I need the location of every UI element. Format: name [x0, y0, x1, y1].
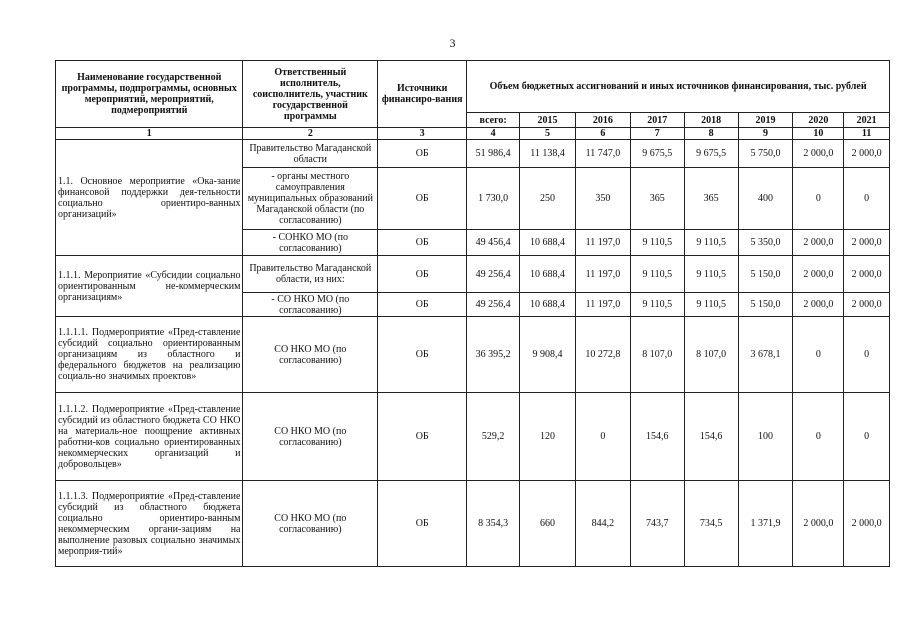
value-cell: 11 197,0 — [575, 256, 630, 293]
header-executor: Ответственный исполнитель, соисполнитель, участник государственной программы — [243, 61, 378, 128]
column-number: 11 — [844, 128, 890, 140]
program-name-cell: 1.1.1.3. Подмероприятие «Пред-ставление субсидий из областного бюджета социально ориентиро-ванным некоммерческим органи-зациям на выполнение разовых социально значимых мероприя-тий» — [56, 481, 243, 567]
program-name-cell: 1.1. Основное мероприятие «Ока-зание финансовой поддержки дея-тельности социально ориентиро-ванных организаций» — [56, 140, 243, 256]
value-cell: 51 986,4 — [467, 140, 520, 168]
value-cell: 8 107,0 — [630, 317, 684, 393]
value-cell: 0 — [793, 393, 844, 481]
table-row — [56, 393, 890, 481]
value-cell: 0 — [793, 317, 844, 393]
value-cell: 120 — [520, 393, 576, 481]
value-cell: 2 000,0 — [844, 140, 890, 168]
value-cell: 49 456,4 — [467, 230, 520, 256]
header-funding-source: Источники финансиро-вания — [378, 61, 467, 128]
value-cell: 9 110,5 — [684, 230, 738, 256]
value-cell: 9 110,5 — [684, 293, 738, 317]
value-cell: 9 110,5 — [630, 256, 684, 293]
page-number: 3 — [449, 36, 456, 50]
value-cell: 0 — [844, 317, 890, 393]
value-cell: 0 — [844, 168, 890, 230]
table-row — [56, 256, 890, 293]
column-number: 1 — [56, 128, 243, 140]
column-number: 7 — [630, 128, 684, 140]
value-cell: 2 000,0 — [844, 293, 890, 317]
executor-cell: Правительство Магаданской области, из них: — [243, 256, 378, 293]
value-cell: 365 — [684, 168, 738, 230]
value-cell: 8 354,3 — [467, 481, 520, 567]
value-cell: 100 — [738, 393, 793, 481]
value-cell: 5 150,0 — [738, 293, 793, 317]
value-cell: 2 000,0 — [793, 140, 844, 168]
value-cell: 2 000,0 — [793, 256, 844, 293]
value-cell: 11 138,4 — [520, 140, 576, 168]
value-cell: 743,7 — [630, 481, 684, 567]
value-cell: 0 — [793, 168, 844, 230]
value-cell: 660 — [520, 481, 576, 567]
source-cell: ОБ — [378, 140, 467, 168]
source-cell: ОБ — [378, 293, 467, 317]
value-cell: 350 — [575, 168, 630, 230]
column-number-row — [56, 128, 890, 140]
value-cell: 49 256,4 — [467, 256, 520, 293]
value-cell: 2 000,0 — [793, 481, 844, 567]
column-number: 4 — [467, 128, 520, 140]
value-cell: 1 730,0 — [467, 168, 520, 230]
value-cell: 11 747,0 — [575, 140, 630, 168]
value-cell: 2 000,0 — [793, 293, 844, 317]
value-cell: 9 675,5 — [684, 140, 738, 168]
value-cell: 5 750,0 — [738, 140, 793, 168]
value-cell: 2 000,0 — [844, 481, 890, 567]
executor-cell: СО НКО МО (по согласованию) — [243, 393, 378, 481]
executor-cell: - СОНКО МО (по согласованию) — [243, 230, 378, 256]
value-cell: 3 678,1 — [738, 317, 793, 393]
header-year: 2016 — [575, 113, 630, 128]
source-cell: ОБ — [378, 481, 467, 567]
source-cell: ОБ — [378, 256, 467, 293]
header-year: 2021 — [844, 113, 890, 128]
value-cell: 11 197,0 — [575, 293, 630, 317]
column-number: 2 — [243, 128, 378, 140]
source-cell: ОБ — [378, 317, 467, 393]
value-cell: 2 000,0 — [844, 256, 890, 293]
value-cell: 365 — [630, 168, 684, 230]
executor-cell: - органы местного самоуправления муниципальных образований Магаданской области (по согласованию) — [243, 168, 378, 230]
value-cell: 10 688,4 — [520, 230, 576, 256]
value-cell: 1 371,9 — [738, 481, 793, 567]
column-number: 8 — [684, 128, 738, 140]
value-cell: 9 675,5 — [630, 140, 684, 168]
value-cell: 5 150,0 — [738, 256, 793, 293]
value-cell: 9 110,5 — [684, 256, 738, 293]
header-total: всего: — [467, 113, 520, 128]
budget-table — [55, 60, 890, 567]
value-cell: 9 110,5 — [630, 293, 684, 317]
table-row — [56, 140, 890, 168]
table-row — [56, 481, 890, 567]
value-cell: 9 110,5 — [630, 230, 684, 256]
value-cell: 2 000,0 — [793, 230, 844, 256]
table-row — [56, 317, 890, 393]
program-name-cell: 1.1.1. Мероприятие «Субсидии социально ориентированным не-коммерческим организациям» — [56, 256, 243, 317]
value-cell: 0 — [844, 393, 890, 481]
program-name-cell: 1.1.1.1. Подмероприятие «Пред-ставление субсидий социально ориентированным организациям из областного и федерального бюджетов на реализацию социаль-но значимых проектов» — [56, 317, 243, 393]
column-number: 10 — [793, 128, 844, 140]
executor-cell: Правительство Магаданской области — [243, 140, 378, 168]
header-budget-volume: Объем бюджетных ассигнований и иных источников финансирования, тыс. рублей — [467, 61, 890, 113]
value-cell: 0 — [575, 393, 630, 481]
header-year: 2018 — [684, 113, 738, 128]
value-cell: 250 — [520, 168, 576, 230]
value-cell: 8 107,0 — [684, 317, 738, 393]
column-number: 5 — [520, 128, 576, 140]
value-cell: 10 272,8 — [575, 317, 630, 393]
source-cell: ОБ — [378, 168, 467, 230]
header-year: 2020 — [793, 113, 844, 128]
value-cell: 49 256,4 — [467, 293, 520, 317]
value-cell: 154,6 — [684, 393, 738, 481]
column-number: 6 — [575, 128, 630, 140]
source-cell: ОБ — [378, 230, 467, 256]
value-cell: 154,6 — [630, 393, 684, 481]
value-cell: 10 688,4 — [520, 293, 576, 317]
value-cell: 734,5 — [684, 481, 738, 567]
value-cell: 11 197,0 — [575, 230, 630, 256]
value-cell: 9 908,4 — [520, 317, 576, 393]
column-number: 9 — [738, 128, 793, 140]
value-cell: 2 000,0 — [844, 230, 890, 256]
executor-cell: СО НКО МО (по согласованию) — [243, 481, 378, 567]
header-year: 2017 — [630, 113, 684, 128]
value-cell: 5 350,0 — [738, 230, 793, 256]
value-cell: 36 395,2 — [467, 317, 520, 393]
executor-cell: - СО НКО МО (по согласованию) — [243, 293, 378, 317]
value-cell: 400 — [738, 168, 793, 230]
header-year: 2015 — [520, 113, 576, 128]
program-name-cell: 1.1.1.2. Подмероприятие «Пред-ставление субсидий из областного бюджета СО НКО на материаль-ное поощрение активных работни-ков социально ориентированных некоммерческих организаций и добровольцев» — [56, 393, 243, 481]
value-cell: 529,2 — [467, 393, 520, 481]
value-cell: 844,2 — [575, 481, 630, 567]
source-cell: ОБ — [378, 393, 467, 481]
header-year: 2019 — [738, 113, 793, 128]
value-cell: 10 688,4 — [520, 256, 576, 293]
header-program-name: Наименование государственной программы, подпрограммы, основных мероприятий, мероприятий, подмероприятий — [56, 61, 243, 128]
column-number: 3 — [378, 128, 467, 140]
executor-cell: СО НКО МО (по согласованию) — [243, 317, 378, 393]
